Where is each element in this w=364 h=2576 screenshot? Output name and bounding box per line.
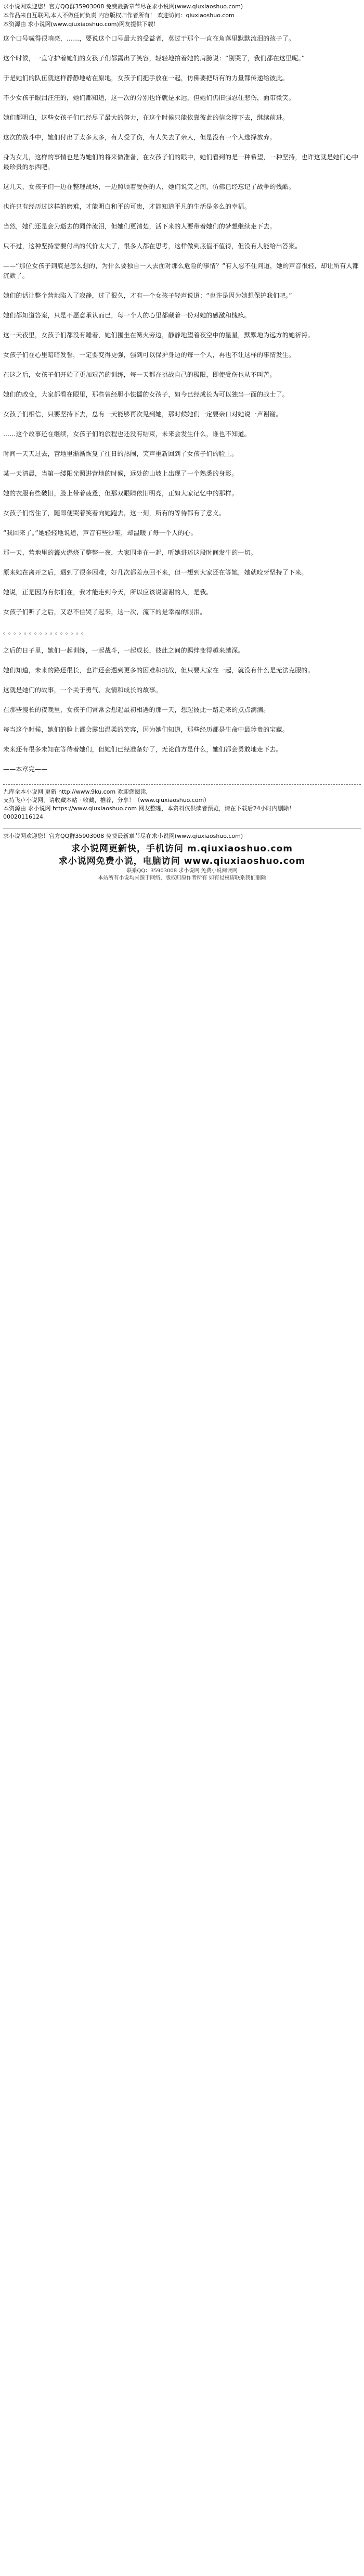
paragraph: 她们的改变，大家都看在眼里，那些曾经胆小怯懦的女孩子，如今已经成长为可以独当一面的战士了。 bbox=[3, 391, 289, 398]
paragraph: 不少女孩子眼泪汪汪的，她们都知道，这一次的分别也许就是永远，但她们仍旧强忍住悲伤，面带微笑。 bbox=[3, 94, 295, 101]
banner-mobile-link[interactable]: 求小说网更新快，手机访问 m.qiuxiaoshuo.com bbox=[71, 844, 293, 854]
paragraph: 这几天，女孩子们一边在整理战场，一边照顾着受伤的人，她们说笑之间，仿佛已经忘记了战争的残酷。 bbox=[3, 183, 295, 190]
footer bbox=[3, 788, 361, 821]
closing-paragraph: 她们知道，未来的路还很长，也许还会遇到更多的困难和挑战，但只要大家在一起，就没有什么是无法克服的。 bbox=[3, 667, 314, 674]
paragraph: “我回来了。”她轻轻地说道，声音有些沙哑，却温暖了每一个人的心。 bbox=[3, 529, 197, 537]
closing-paragraph: ——本章完—— bbox=[3, 766, 48, 773]
paragraph: 她们都知道答案，只是不愿意承认而已，每一个人的心里都藏着一份对她的感激和愧疚。 bbox=[3, 312, 251, 319]
paragraph: 她说，正是因为有你们在，我才能走到今天，所以应该说谢谢的人，是我。 bbox=[3, 589, 213, 596]
banner-desktop-link[interactable]: 求小说网免费小说，电脑访问 www.qiuxiaoshuo.com bbox=[58, 856, 306, 866]
footer-code: 00020116124 bbox=[3, 813, 43, 820]
paragraph: 她的衣服有些破旧，脸上带着疲惫，但那双眼睛依旧明亮，正如大家记忆中的那样。 bbox=[3, 490, 238, 497]
closing-paragraph: 之后的日子里，她们一起训练，一起战斗，一起成长，彼此之间的羁绊变得越来越深。 bbox=[3, 647, 244, 654]
paragraph: 某一天清晨，当第一缕阳光照进营地的时候，远处的山坡上出现了一个熟悉的身影。 bbox=[3, 470, 238, 477]
header-line-2: 本作品来自互联网,本人不做任何负责 内容版权归作者所有！ 欢迎访问：qiuxiaoshuo.com bbox=[3, 12, 235, 19]
closing-paragraph: 在那些漫长的夜晚里，女孩子们常常会想起最初相遇的那一天，想起彼此一路走来的点点滴滴。 bbox=[3, 706, 270, 713]
footer-line-1: 九库全本小说网 更新 http://www.9ku.com 欢迎您阅读， bbox=[3, 788, 152, 795]
banner-top-line: 求小说网欢迎您！官方QQ群35903008 免费最新章节尽在求小说网(www.qiuxiaoshuo.com) bbox=[3, 833, 243, 839]
paragraph: 时间一天天过去，营地里渐渐恢复了往日的热闹，笑声重新回到了女孩子们的脸上。 bbox=[3, 450, 238, 457]
chapter-body bbox=[3, 34, 361, 774]
paragraph: 女孩子们愣住了，随即便哭着笑着向她跑去，这一刻，所有的等待都有了意义。 bbox=[3, 509, 226, 517]
banner-disclaimer: 本站所有小说均来源于网络，版权归原作者所有 如有侵权请联系我们删除 bbox=[98, 875, 266, 881]
paragraph: 她们的话让整个营地陷入了寂静，过了很久，才有一个女孩子轻声说道：“也许是因为她想保护我们吧。” bbox=[3, 292, 292, 299]
footer-line-3: 本资源由 求小说网 https://www.qiuxiaoshuo.com 网友整理，本资料仅供读者预览，请在下载后24小时内删除！ bbox=[3, 805, 295, 812]
paragraph: 这个时候，一直守护着她们的女孩子们都露出了笑容，轻轻地拍着她的肩膀说：“别哭了，我们都在这里呢。” bbox=[3, 55, 305, 62]
paragraph: ——“那位女孩子到底是怎么想的，为什么要独自一人去面对那么危险的事情？”有人忍不住问道，她的声音很轻，却让所有人都沉默了。 bbox=[3, 262, 359, 279]
paragraph: 那一天，营地里的篝火燃烧了整整一夜，大家围坐在一起，听她讲述这段时间发生的一切。 bbox=[3, 549, 257, 556]
paragraph: 身为女儿，这样的事情也是为她们的将来做准备，在女孩子们的眼中，她们看到的是一种希望，一种坚持，也许这就是她们心中最珍贵的东西吧。 bbox=[3, 154, 359, 171]
paragraph: 她们都明白，这些女孩子们已经尽了最大的努力，在这个时候只能依靠彼此的信念撑下去，继续前进。 bbox=[3, 114, 289, 121]
paragraph: 女孩子们听了之后，又忍不住哭了起来，这一次，流下的是幸福的眼泪。 bbox=[3, 608, 206, 616]
paragraph: 女孩子们相信，只要坚持下去，总有一天能够再次见到她，那时候她们一定要亲口对她说一声谢谢。 bbox=[3, 411, 282, 418]
ellipsis-divider: 。。。。。。。。。。。。。。。。 bbox=[3, 628, 90, 635]
paragraph: 也许只有经历过这样的磨难，才能明白和平的可贵，才能知道平凡的生活是多么的幸福。 bbox=[3, 203, 251, 210]
site-banner bbox=[3, 828, 361, 882]
paragraph: 当然，她们还是会为逝去的同伴流泪，但她们更清楚，活下来的人要带着她们的梦想继续走下去。 bbox=[3, 223, 276, 230]
paragraph: 这一天夜里，女孩子们都没有睡着，她们围坐在篝火旁边，静静地望着夜空中的星星，默默地为远方的她祈祷。 bbox=[3, 331, 314, 339]
paragraph: 在这之后，女孩子们开始了更加艰苦的训练，每一天都在挑战自己的极限，即使受伤也从不叫苦。 bbox=[3, 371, 276, 378]
closing-paragraph: 每当这个时候，她们的脸上都会露出温柔的笑容，因为她们知道，那些经历都是生命中最珍贵的宝藏。 bbox=[3, 726, 289, 733]
closing-paragraph: 未来还有很多未知在等待着她们，但她们已经准备好了，无论前方是什么，她们都会勇敢地走下去。 bbox=[3, 746, 282, 753]
header-line-3: 本资源由 求小说网(www.qiuxiaoshuo.com)网友提供下载！ bbox=[3, 21, 159, 28]
banner-contact: 联系QQ：35903008 求小说网 免费小说阅读网 bbox=[126, 868, 238, 874]
paragraph: 女孩子们在心里暗暗发誓，一定要变得更强，强到可以保护身边的每一个人，再也不让这样的事情发生。 bbox=[3, 351, 295, 359]
header-line-1: 求小说网欢迎您！官方QQ群35903008 免费最新章节尽在求小说网(www.qiuxiaoshuo.com) bbox=[3, 3, 243, 10]
paragraph: 这次的战斗中，她们付出了太多太多，有人受了伤，有人失去了亲人，但是没有一个人选择放弃。 bbox=[3, 134, 276, 141]
closing-paragraph: 这就是她们的故事，一个关于勇气、友情和成长的故事。 bbox=[3, 686, 162, 694]
paragraph: 只不过，这种坚持需要付出的代价太大了，很多人都在思考，这样做到底值不值得，但没有人能给出答案。 bbox=[3, 243, 302, 250]
paragraph: 原来她在离开之后，遇到了很多困难，好几次都差点回不来，但一想到大家还在等她，她就咬牙坚持了下来。 bbox=[3, 569, 308, 576]
paragraph: 这个口号喊得很响亮，……，要说这个口号最大的受益者，莫过于那个一直在角落里默默流泪的孩子了。 bbox=[3, 35, 295, 42]
paragraph: ……这个故事还在继续，女孩子们的旅程也还没有结束，未来会发生什么，谁也不知道。 bbox=[3, 430, 251, 438]
divider bbox=[3, 784, 361, 785]
banner-center bbox=[3, 843, 361, 882]
footer-line-2: 支持飞卢小说网，请收藏本站 · 收藏，推荐，分享！（www.qiuxiaoshuo.com） bbox=[3, 797, 210, 804]
paragraph: 于是她们的队伍就这样静静地站在原地，女孩子们把手放在一起，仿佛要把所有的力量都传递给彼此。 bbox=[3, 74, 289, 82]
